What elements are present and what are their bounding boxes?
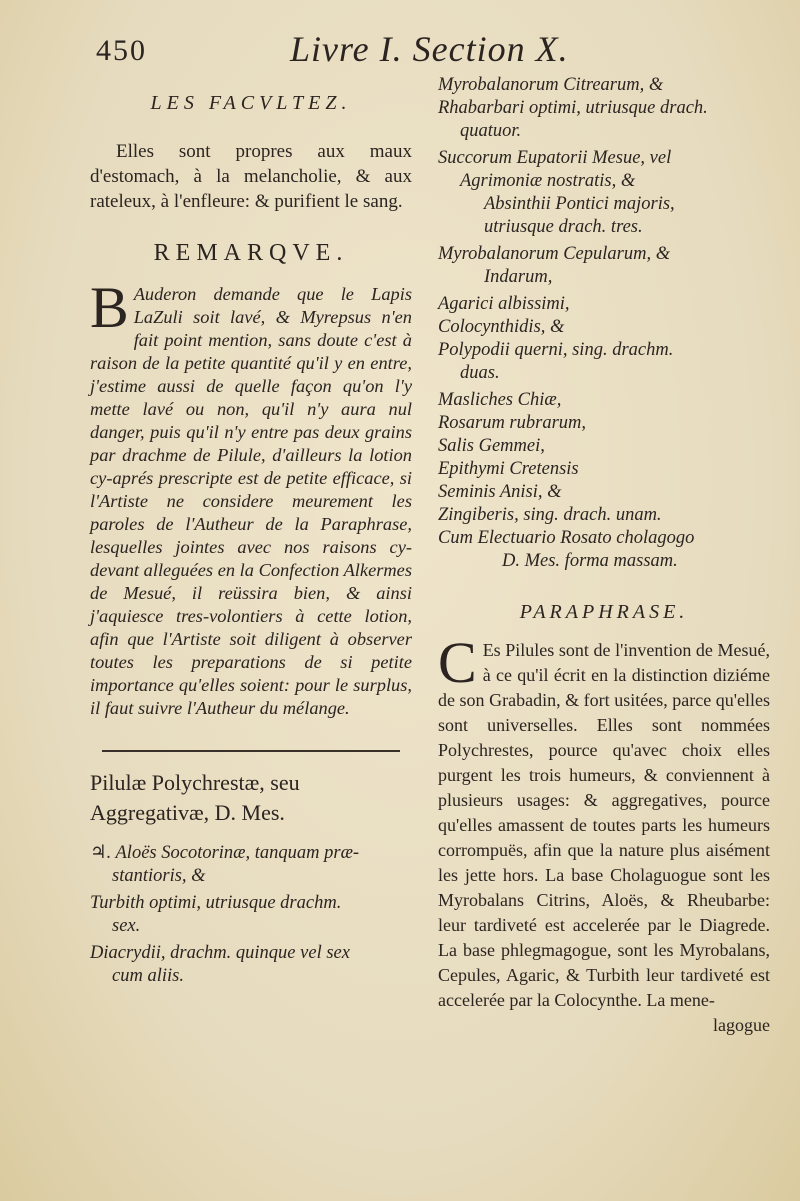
recipe-line: utriusque drach. tres. [484, 217, 643, 237]
recipe-line: duas. [460, 363, 500, 383]
recipe-line: cum aliis. [112, 966, 184, 986]
recipe-line: Rhabarbari optimi, utriusque drach. [438, 98, 708, 118]
recipe-line: Turbith optimi, utriusque drachm. [90, 893, 342, 913]
recipe-line: Absinthii Pontici majoris, [484, 194, 675, 214]
recipe-line: Rosarum rubrarum, [438, 413, 587, 433]
recipe-line: Salis Gemmei, [438, 436, 545, 456]
recipe-title: Pilulæ Polychrestæ, seu Aggregativæ, D. Mes. [90, 770, 300, 825]
recipe-line: Diacrydii, drachm. quinque vel sex [90, 943, 350, 963]
recipe-line: ♃. Aloës Socotorinæ, tanquam præ- [90, 843, 360, 863]
recipe-line: quatuor. [460, 121, 522, 141]
recipe-line: Colocynthidis, & [438, 317, 565, 337]
recipe-line: Masliches Chiæ, [438, 390, 562, 410]
recipe-line: Myrobalanorum Cepularum, & [438, 244, 671, 264]
paraphrase-heading: PARAPHRASE. [519, 601, 689, 623]
recipe-line: Polypodii querni, sing. drachm. [438, 340, 674, 360]
recipe-line: Zingiberis, sing. drach. unam. [438, 505, 662, 525]
recipe-line: Myrobalanorum Citrearum, & [438, 75, 664, 95]
recipe-line: Cum Electuario Rosato cholagogo [438, 528, 695, 548]
facultez-paragraph: Elles sont propres aux maux d'estomach, à la melancholie, & aux rateleux, à l'enfleure: & purifient le sang. [90, 141, 412, 212]
right-column [438, 74, 770, 1036]
recipe-line: Seminis Anisi, & [438, 482, 562, 502]
recipe-list-left [90, 842, 412, 988]
left-column [90, 92, 412, 988]
remarque-heading: REMARQVE. [153, 240, 349, 266]
recipe-line: stantioris, & [112, 866, 206, 886]
running-head: Livre I. Section X. [290, 29, 569, 69]
facultez-heading: LES FACVLTEZ. [150, 92, 352, 114]
recipe-line: Indarum, [484, 267, 553, 287]
recipe-line: Agarici albissimi, [438, 294, 570, 314]
remarque-paragraph [90, 275, 412, 720]
paraphrase-dropcap: C [438, 630, 477, 695]
remarque-dropcap: B [90, 275, 129, 340]
recipe-line: Agrimoniæ nostratis, & [460, 171, 636, 191]
recipe-line: sex. [112, 916, 141, 936]
recipe-line: Succorum Eupatorii Mesue, vel [438, 148, 672, 168]
remarque-text: Auderon demande que le Lapis LaZuli soit lavé, & Myrepsus n'en fait point mention, sans doute c'est à raison de la petite quantité qu'il y en entre, j'estime aussi de quelle façon qu'on l'y mette lavé ou non, qu'il n'y aura nul danger, puis qu'il n'y entre pas deux grains par drachme de Pilule, d'ailleurs la lotion cy-aprés prescripte est de petite efficace, si l'Artiste ne considere meurement les paroles de l'Autheur de la Paraphrase, lesquelles jointes avec nos raisons cy-devant alleguées en la Confection Alkermes de Mesué, il reüssira bien, & ainsi j'aquiesce tres-volontiers à cette lotion, afin que l'Artiste soit diligent à observer toutes les preparations de si petite importance qu'elles soient: pour le surplus, il faut suivre l'Autheur du mélange. [90, 284, 412, 718]
paraphrase-paragraph [438, 630, 770, 1013]
catchword: lagogue [713, 1015, 770, 1035]
section-divider [102, 750, 400, 752]
paraphrase-text: Es Pilules sont de l'invention de Mesué, à ce qu'il écrit en la distinction diziéme de son Grabadin, & fort usitées, parce qu'elles sont universelles. Elles sont nommées Polychrestes, pource qu'avec choix elles purgent les trois humeurs, & conviennent à plusieurs usages: & aggregatives, pource qu'elles amassent de toutes parts les humeurs corrompuës, afin que la nature plus aisément les jette hors. La base Cholaguogue sont les Myrobalans Citrins, Aloës, & Rheubarbe: leur tardiveté est accelerée par le Diagrede. La base phlegmagogue, sont les Myrobalans, Cepules, Agaric, & Turbith leur tardiveté est accelerée par la Colocynthe. La mene- [438, 640, 770, 1010]
recipe-list-right [438, 74, 770, 573]
page-number: 450 [96, 34, 147, 67]
recipe-line: Epithymi Cretensis [438, 459, 579, 479]
recipe-line: D. Mes. forma massam. [502, 551, 678, 571]
